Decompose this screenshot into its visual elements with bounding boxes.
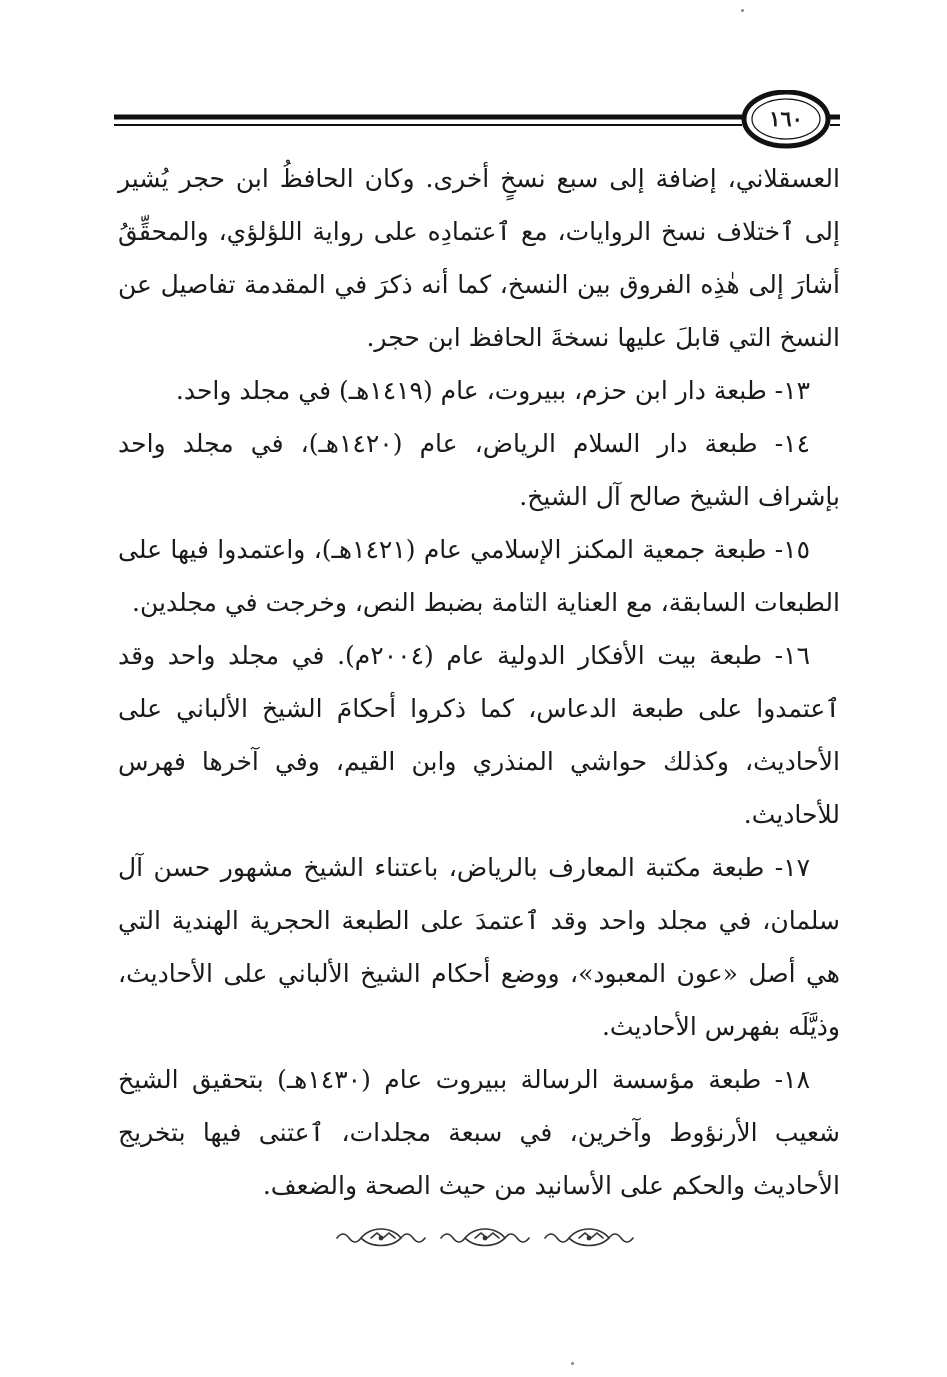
list-item-18: ١٨- طبعة مؤسسة الرسالة ببيروت عام (١٤٣٠هـ) بتحقيق الشيخ شعيب الأرنؤوط وآخرين، في سبعة مجلدات، ٱعتنى فيها بتخريج الأحاديث والحكم على الأسانيد من حيث الصحة والضعف. bbox=[118, 1065, 840, 1200]
scan-speck bbox=[571, 1362, 574, 1365]
paragraph-continuation: العسقلاني، إضافة إلى سبع نسخٍ أخرى. وكان الحافظُ ابن حجر يُشير إلى ٱختلاف نسخ الروايات، مع ٱعتمادِه على رواية اللؤلؤي، والمحقِّقُ أشارَ إلى هٰذِه الفروق بين النسخ، كما أنه ذكرَ في المقدمة تفاصيل عن النسخ التي قابلَ عليها نسخةَ الحافظ ابن حجر. bbox=[118, 164, 840, 352]
ornament-flourish-icon bbox=[333, 1222, 639, 1252]
page-body bbox=[118, 152, 840, 1212]
list-item-13: ١٣- طبعة دار ابن حزم، ببيروت، عام (١٤١٩هـ) في مجلد واحد. bbox=[175, 376, 810, 405]
list-item-17: ١٧- طبعة مكتبة المعارف بالرياض، باعتناء الشيخ مشهور حسن آل سلمان، في مجلد واحد وقد ٱعتمدَ على الطبعة الحجرية الهندية التي هي أصل «عون المعبود»، ووضع أحكام الشيخ الألباني على الأحاديث، وذيَّلَه بفهرس الأحاديث. bbox=[118, 853, 840, 1041]
header-rule-ornament bbox=[114, 90, 840, 150]
list-item-15: ١٥- طبعة جمعية المكنز الإسلامي عام (١٤٢١هـ)، واعتمدوا فيها على الطبعات السابقة، مع العناية التامة بضبط النص، وخرجت في مجلدين. bbox=[118, 535, 840, 617]
list-item-16: ١٦- طبعة بيت الأفكار الدولية عام (٢٠٠٤م). في مجلد واحد وقد ٱعتمدوا على طبعة الدعاس، كما ذكروا أحكامَ الشيخ الألباني على الأحاديث، وكذلك حواشي المنذري وابن القيم، وفي آخرها فهرس للأحاديث. bbox=[118, 641, 840, 829]
section-end-ornament bbox=[333, 1222, 639, 1252]
scan-speck bbox=[741, 9, 744, 12]
page-header bbox=[114, 90, 840, 150]
page-number: ١٦٠ bbox=[769, 106, 803, 131]
list-item-14: ١٤- طبعة دار السلام الرياض، عام (١٤٢٠هـ)، في مجلد واحد بإشراف الشيخ صالح آل الشيخ. bbox=[118, 429, 840, 511]
